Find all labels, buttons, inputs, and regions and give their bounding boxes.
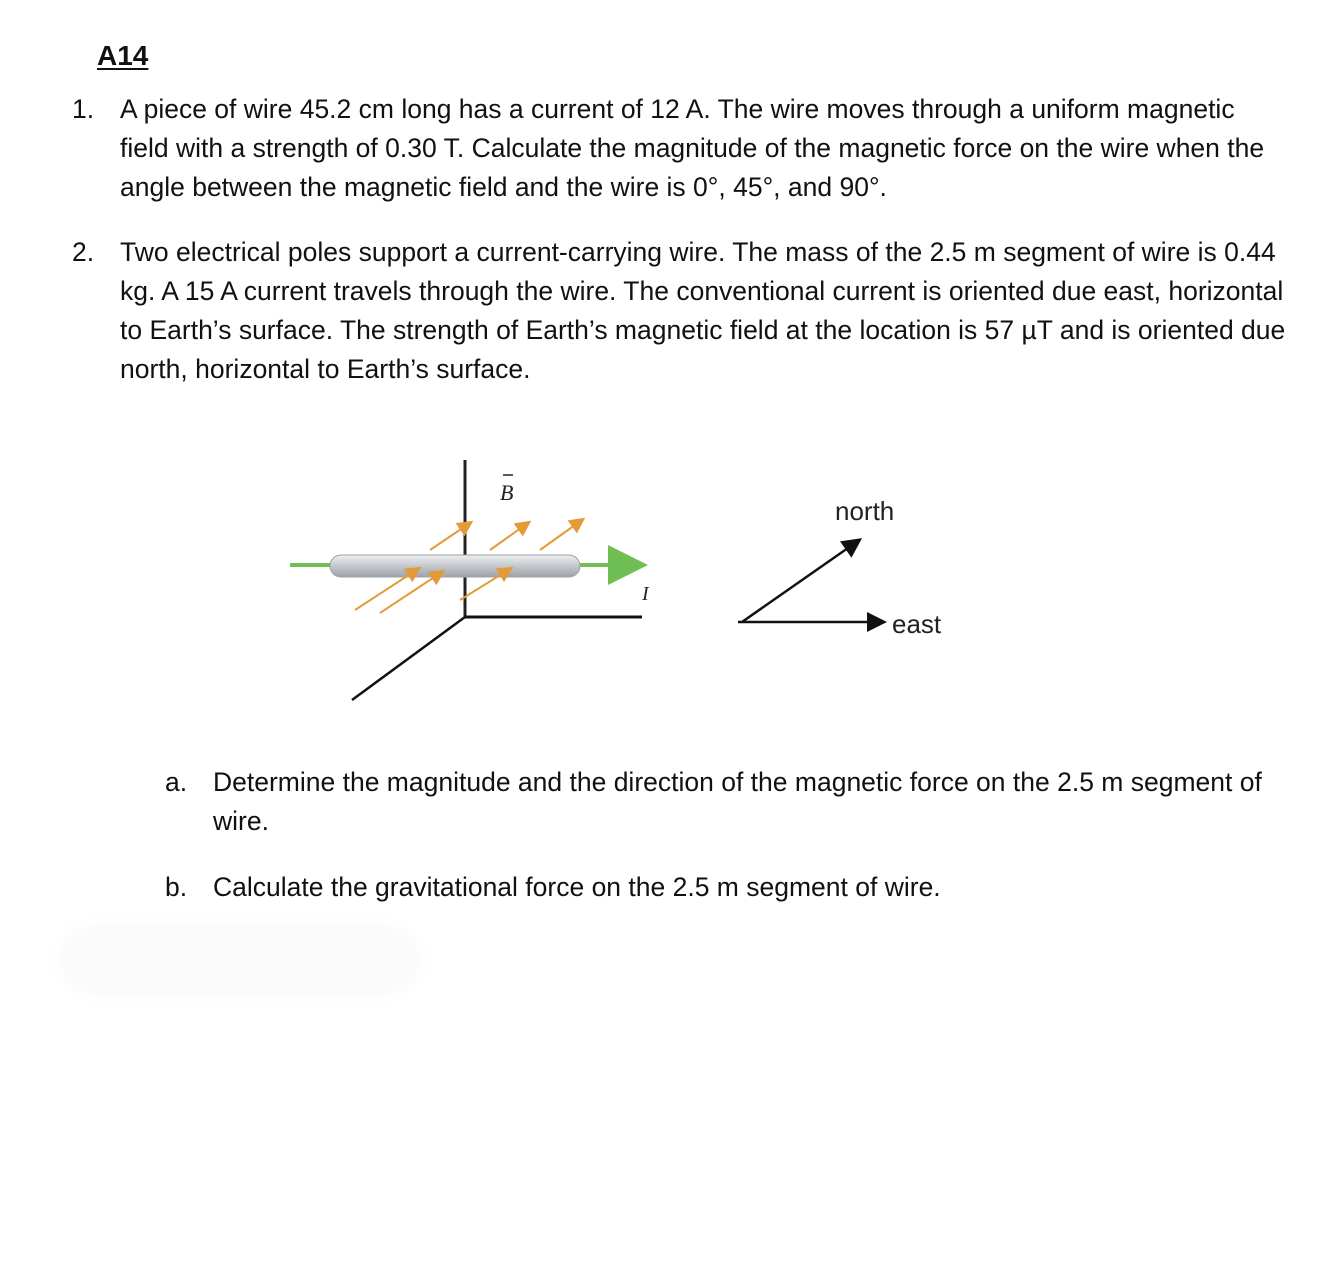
field-arrow [380,572,442,613]
faint-smudge [60,925,420,995]
south-axis [352,617,465,700]
question-number: 1. [72,94,95,124]
current-label: I [642,583,649,605]
question-2 [72,233,1312,393]
field-arrow [540,520,582,550]
subquestion-a [165,763,1305,843]
field-label: B [500,480,514,505]
problem-set-title: A14 [97,40,149,71]
question-text: A piece of wire 45.2 cm long has a current of 12 A. The wire moves through a uniform magnetic field with a strength of 0.30 T. Calculate the magnitude of the magnetic force on the wire when the angle between the magnetic field and the wire is 0°, 45°, and 90°. [120,94,1265,202]
subquestion-text: Calculate the gravitational force on the 2.5 m segment of wire. [213,872,941,902]
subquestion-text: Determine the magnitude and the direction of the magnetic force on the 2.5 m segment of wire. [213,767,1262,836]
subquestion-letter: a. [165,767,188,797]
field-arrow [490,523,528,550]
wire-cylinder [330,555,580,577]
question-number: 2. [72,237,95,267]
question-text: Two electrical poles support a current-carrying wire. The mass of the 2.5 m segment of wire is 0.44 kg. A 15 A current travels through the wire. The conventional current is oriented due east, horizontal to Earth’s surface. The strength of Earth’s magnetic field at the location is 57 µT and is oriented due north, horizontal to Earth’s surface. [120,237,1286,384]
subquestion-letter: b. [165,872,188,902]
question-1 [72,90,1312,210]
north-label: north [835,496,895,526]
wire-field-diagram [270,445,990,725]
subquestion-b [165,868,1305,908]
diagram-svg [270,445,990,725]
compass-north-arrow [742,541,858,622]
east-label: east [892,609,942,639]
